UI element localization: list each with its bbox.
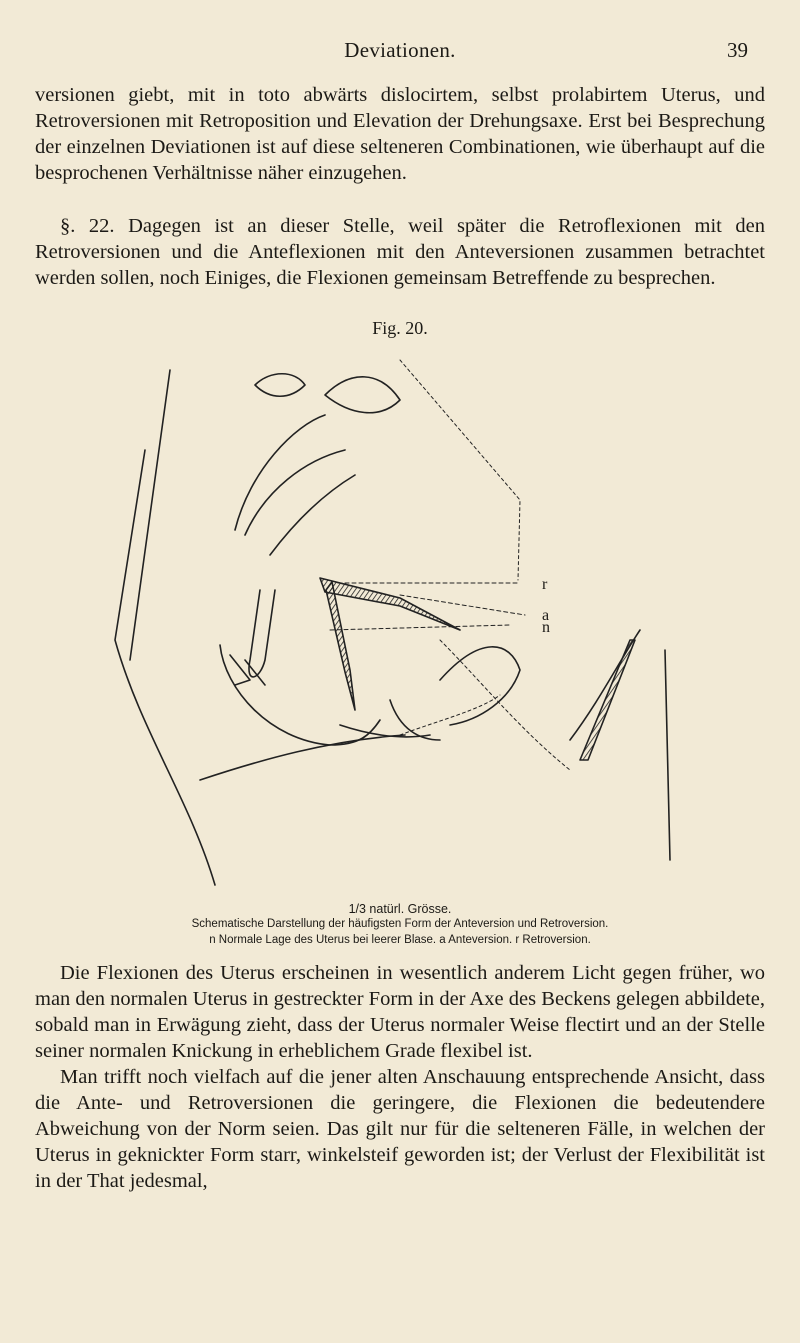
uterus-retroverted [326,582,355,710]
running-head [0,30,800,70]
running-title: Deviationen. [344,38,456,62]
pelvic-outline-left [130,370,170,660]
marker-r: r [542,576,548,593]
marker-a: a [542,607,550,624]
section-22-paragraph: §. 22. Dagegen ist an dieser Stelle, weil später die Retroflexionen mit den Retroversionen und die Anteflexionen mit den Anteversionen zusammen betrachtet werden sollen, noch Einiges, die Flexionen gemeinsam Betreffende zu besprechen. [35,215,765,289]
page-number: 39 [727,38,748,62]
pelvic-floor [200,735,405,780]
pelvic-outline-lower-left [115,450,215,885]
section-22-block [35,213,765,291]
symphysis [580,640,635,760]
top-paragraph: versionen giebt, mit in toto abwärts dislocirtem, selbst prolabirtem Uterus, und Retroversionen mit Retroposition und Elevation der Drehungsaxe. Erst bei Besprechung der einzelnen Deviationen ist auf diese selteneren Combinationen, wie überhaupt auf die besprochenen Verhältnisse näher einzugehen. [35,84,765,184]
marker-n: n [542,619,550,636]
uterus-normal [249,590,275,677]
top-paragraph-block [35,82,765,186]
figure-caption-line-1: Schematische Darstellung der häufigsten Form der Anteversion und Retroversion. [191,918,609,930]
flexion-paragraph: Die Flexionen des Uterus erscheinen in wesentlich anderem Licht gegen früher, wo man den normalen Uterus in gestreckter Form in der Axe des Beckens gelegen abbildete, sobald man in Erwägung zieht, dass der Uterus normaler Weise flectirt und an der Stelle seiner normalen Knickung in erheblichem Grade flexibel ist. [35,962,765,1062]
figure-label: Fig. 20. [372,318,428,338]
figure-20-illustration [100,340,700,900]
figure-caption-line-2: n Normale Lage des Uterus bei leerer Blase. a Anteversion. r Retroversion. [209,934,591,946]
ansicht-paragraph: Man trifft noch vielfach auf die jener alten Anschauung entsprechende Ansicht, dass die Ante- und Retroversionen die geringere, die Flexionen die bedeutendere Abweichung von der Norm seien. Das gilt nur für die selteneren Fälle, in welchen der Uterus in geknickter Form starr, winkelsteif geworden ist; der Verlust der Flexibilität ist in der That jedesmal, [35,1066,765,1192]
bottom-text-block [35,960,765,1194]
pelvic-outline-right [665,650,670,860]
figure-scale-note: 1/3 natürl. Grösse. [348,902,452,916]
